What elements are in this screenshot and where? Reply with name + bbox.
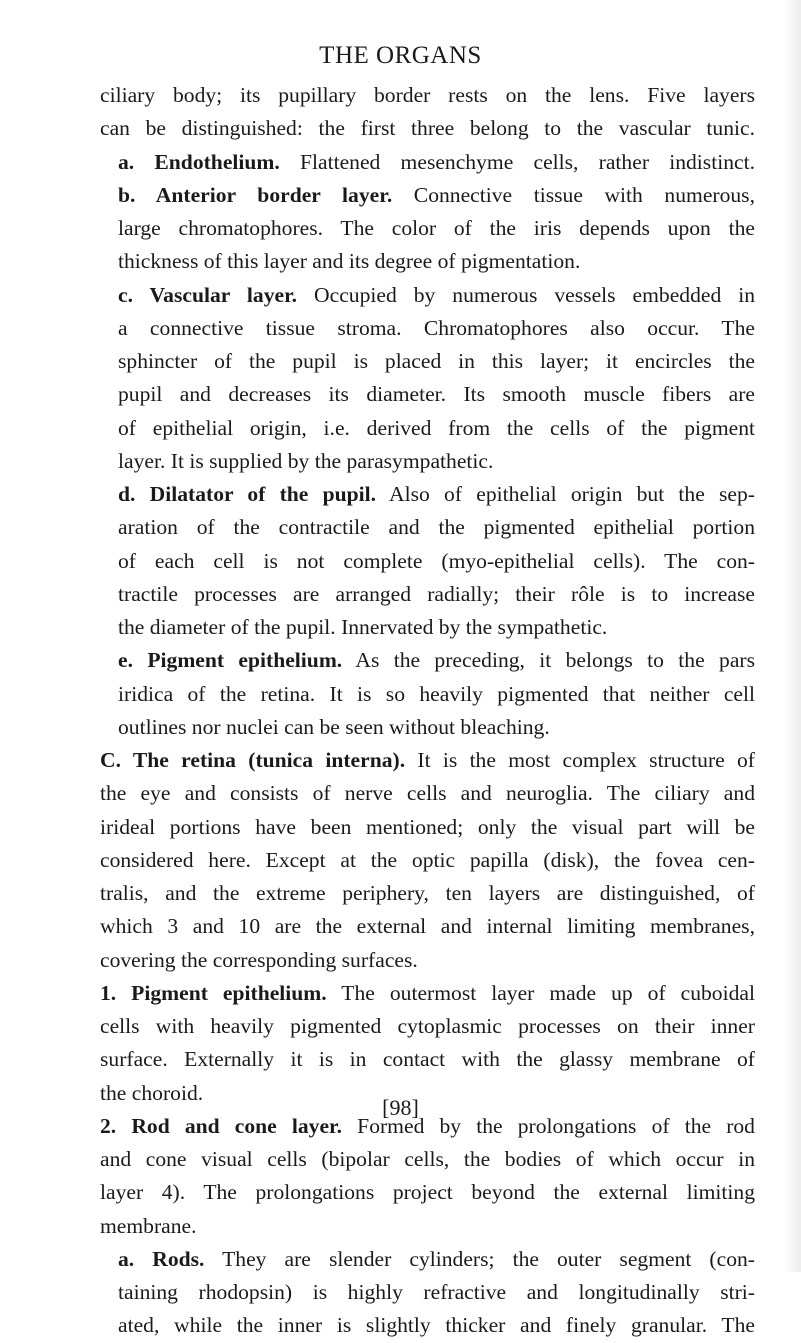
text-line xyxy=(100,711,755,744)
text-line xyxy=(100,445,755,478)
page-edge-shadow xyxy=(783,0,801,1272)
text-line xyxy=(100,112,755,145)
text-line xyxy=(100,578,755,611)
line-text: covering the corresponding surfaces. xyxy=(100,947,418,972)
line-text: layer 4). The prolongations project beyond the external limiting xyxy=(100,1180,755,1205)
text-line xyxy=(100,378,755,411)
line-text: membrane. xyxy=(100,1213,197,1238)
text-line xyxy=(100,279,755,312)
section-heading: d. Dilatator of the pupil. xyxy=(118,482,377,506)
text-line xyxy=(100,944,755,977)
text-line xyxy=(100,1243,755,1276)
text-line xyxy=(100,1276,755,1309)
text-line xyxy=(100,1309,755,1342)
text-line xyxy=(100,744,755,777)
section-heading: e. Pigment epithelium. xyxy=(118,648,343,673)
line-text: surface. Externally it is in contact with the glassy membrane of xyxy=(100,1047,755,1072)
text-line xyxy=(100,844,755,877)
line-text: ciliary body; its pupillary border rests on the lens. Five layers xyxy=(100,83,755,107)
text-line xyxy=(100,312,755,345)
section-heading: C. The retina (tunica interna). xyxy=(100,748,406,772)
line-text: of each cell is not complete (myo-epithelial cells). The con- xyxy=(118,548,755,573)
text-line xyxy=(100,212,755,245)
text-line xyxy=(100,644,755,677)
section-heading: b. Anterior border layer. xyxy=(118,182,393,207)
section-heading: a. Endothelium. xyxy=(118,149,280,174)
line-text: It is the most complex structure of xyxy=(405,748,755,772)
text-line xyxy=(100,1210,755,1243)
text-line xyxy=(100,345,755,378)
line-text: Flattened mesenchyme cells, rather indistinct. xyxy=(279,149,755,174)
text-line xyxy=(100,412,755,445)
text-line xyxy=(100,179,755,212)
text-line xyxy=(100,245,755,278)
line-text: aration of the contractile and the pigmented epithelial portion xyxy=(118,515,755,540)
line-text: Connective tissue with numerous, xyxy=(392,182,755,207)
line-text: Also of epithelial origin but the sep- xyxy=(376,482,755,506)
body-text xyxy=(100,79,755,1343)
line-text: taining rhodopsin) is highly refractive and longitudinally stri- xyxy=(118,1280,755,1304)
line-text: Occupied by numerous vessels embedded in xyxy=(297,282,755,307)
line-text: and cone visual cells (bipolar cells, the bodies of which occur in xyxy=(100,1147,755,1171)
line-text: can be distinguished: the first three belong to the vascular tunic. xyxy=(100,116,755,141)
page-number: [98] xyxy=(382,1095,419,1120)
text-line xyxy=(100,877,755,910)
text-line xyxy=(100,1043,755,1076)
line-text: sphincter of the pupil is placed in this layer; it encircles the xyxy=(118,349,755,373)
section-heading: 1. Pigment epithelium. xyxy=(100,980,327,1005)
running-header: THE ORGANS xyxy=(319,42,482,69)
line-text: the diameter of the pupil. Innervated by the sympathetic. xyxy=(118,615,608,639)
line-text: They are slender cylinders; the outer segment (con- xyxy=(204,1246,755,1271)
text-line xyxy=(100,545,755,578)
line-text: thickness of this layer and its degree of pigmentation. xyxy=(118,249,581,274)
text-line xyxy=(100,1143,755,1176)
text-line xyxy=(100,478,755,511)
line-text: iridica of the retina. It is so heavily pigmented that neither cell xyxy=(118,681,755,706)
line-text: The outermost layer made up of cuboidal xyxy=(326,980,755,1005)
text-line xyxy=(100,1176,755,1209)
text-line xyxy=(100,811,755,844)
section-heading: a. Rods. xyxy=(118,1246,205,1271)
text-line xyxy=(100,777,755,810)
text-line xyxy=(100,79,755,112)
line-text: a connective tissue stroma. Chromatophores also occur. The xyxy=(118,315,755,340)
text-line xyxy=(100,146,755,179)
section-heading: 2. Rod and cone layer. xyxy=(100,1113,343,1138)
line-text: irideal portions have been mentioned; only the visual part will be xyxy=(100,814,755,839)
text-line xyxy=(100,611,755,644)
line-text: outlines nor nuclei can be seen without bleaching. xyxy=(118,714,550,739)
text-line xyxy=(100,511,755,544)
line-text: the choroid. xyxy=(100,1080,204,1105)
text-line xyxy=(100,1010,755,1043)
text-line xyxy=(100,977,755,1010)
section-heading: c. Vascular layer. xyxy=(118,282,298,307)
line-text: considered here. Except at the optic papilla (disk), the fovea cen- xyxy=(100,847,755,872)
text-line xyxy=(100,678,755,711)
line-text: large chromatophores. The color of the iris depends upon the xyxy=(118,216,755,240)
line-text: ated, while the inner is slightly thicker and finely granular. The xyxy=(118,1313,755,1338)
line-text: tractile processes are arranged radially; their rôle is to increase xyxy=(118,581,755,606)
line-text: As the preceding, it belongs to the pars xyxy=(342,648,755,673)
line-text: cells with heavily pigmented cytoplasmic processes on their inner xyxy=(100,1014,755,1038)
text-line xyxy=(100,910,755,943)
line-text: which 3 and 10 are the external and internal limiting membranes, xyxy=(100,914,755,939)
line-text: Formed by the prolongations of the rod xyxy=(342,1113,755,1138)
line-text: the eye and consists of nerve cells and neuroglia. The ciliary and xyxy=(100,781,755,806)
line-text: pupil and decreases its diameter. Its smooth muscle fibers are xyxy=(118,382,755,407)
line-text: layer. It is supplied by the parasympathetic. xyxy=(118,448,494,473)
line-text: tralis, and the extreme periphery, ten layers are distinguished, of xyxy=(100,881,755,905)
line-text: of epithelial origin, i.e. derived from the cells of the pigment xyxy=(118,415,755,440)
